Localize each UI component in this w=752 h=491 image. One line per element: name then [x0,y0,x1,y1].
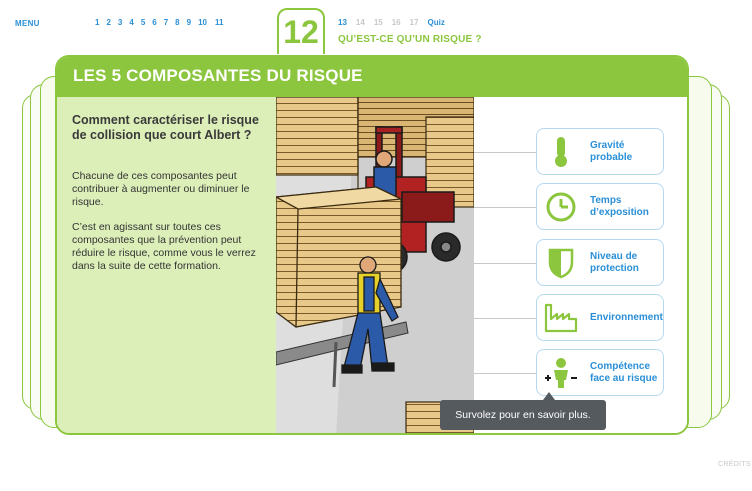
page-link-5[interactable]: 5 [140,18,146,27]
connector-line [474,207,536,208]
page-link-8[interactable]: 8 [175,18,180,27]
components-panel [474,97,689,435]
page-nav-before [95,18,231,27]
component-label: Gravité probable [590,140,633,163]
page-link-3[interactable]: 3 [117,18,123,27]
page-link-14[interactable]: 14 [355,18,365,27]
forklift-scene-image [276,97,474,435]
page-link-17[interactable]: 17 [409,18,419,27]
connector-line [474,373,536,374]
component-label: Niveau de protection [590,251,639,274]
credits-link[interactable]: CRÉDITS [718,461,751,468]
text-panel [57,97,276,435]
paragraph-2: C’est en agissant sur toutes ces composantes que la prévention peut réduire le risque, comme vous le verrez dans la suite de cette formation. [72,221,256,272]
page-link-4[interactable]: 4 [129,18,134,27]
page-link-7[interactable]: 7 [163,18,169,27]
connector-line [474,263,536,264]
current-page-number: 12 [277,8,325,54]
page-link-16[interactable]: 16 [391,18,401,27]
warehouse-illustration [276,97,474,435]
component-environnement-button[interactable] [536,294,664,341]
component-label: Temps d’exposition [590,195,649,218]
factory-icon [543,301,579,335]
component-label: Compétence face au risque [590,361,658,384]
clock-icon [543,190,579,224]
content-card [55,55,689,435]
connector-line [474,318,536,319]
component-label: Environnement [590,312,663,323]
person-plus-minus-icon [543,356,579,390]
connector-line [474,152,536,153]
page-link-13[interactable]: 13 [338,18,347,27]
page-nav-after [338,18,454,27]
page-link-1[interactable]: 1 [95,18,100,27]
page-link-10[interactable]: 10 [198,18,207,27]
thermometer-icon [543,135,579,169]
component-competence-button[interactable] [536,349,664,396]
chapter-title: QU’EST-CE QU’UN RISQUE ? [338,34,482,45]
page-link-11[interactable]: 11 [214,18,224,27]
component-gravite-button[interactable] [536,128,664,175]
page-link-2[interactable]: 2 [106,18,111,27]
component-temps-button[interactable] [536,183,664,230]
quiz-link[interactable]: Quiz [427,18,445,27]
component-protection-button[interactable] [536,239,664,286]
question-heading: Comment caractériser le risque de collision que court Albert ? [72,113,259,142]
page-link-15[interactable]: 15 [373,18,383,27]
tooltip-arrow [543,392,555,400]
card-header [57,57,687,97]
menu-button[interactable]: MENU [15,19,40,28]
page-link-6[interactable]: 6 [152,18,157,27]
page-link-9[interactable]: 9 [186,18,192,27]
paragraph-1: Chacune de ces composantes peut contribuer à augmenter ou diminuer le risque. [72,170,250,208]
card-title: LES 5 COMPOSANTES DU RISQUE [73,66,363,85]
shield-icon [543,246,579,280]
hover-tooltip: Survolez pour en savoir plus. [440,400,606,430]
